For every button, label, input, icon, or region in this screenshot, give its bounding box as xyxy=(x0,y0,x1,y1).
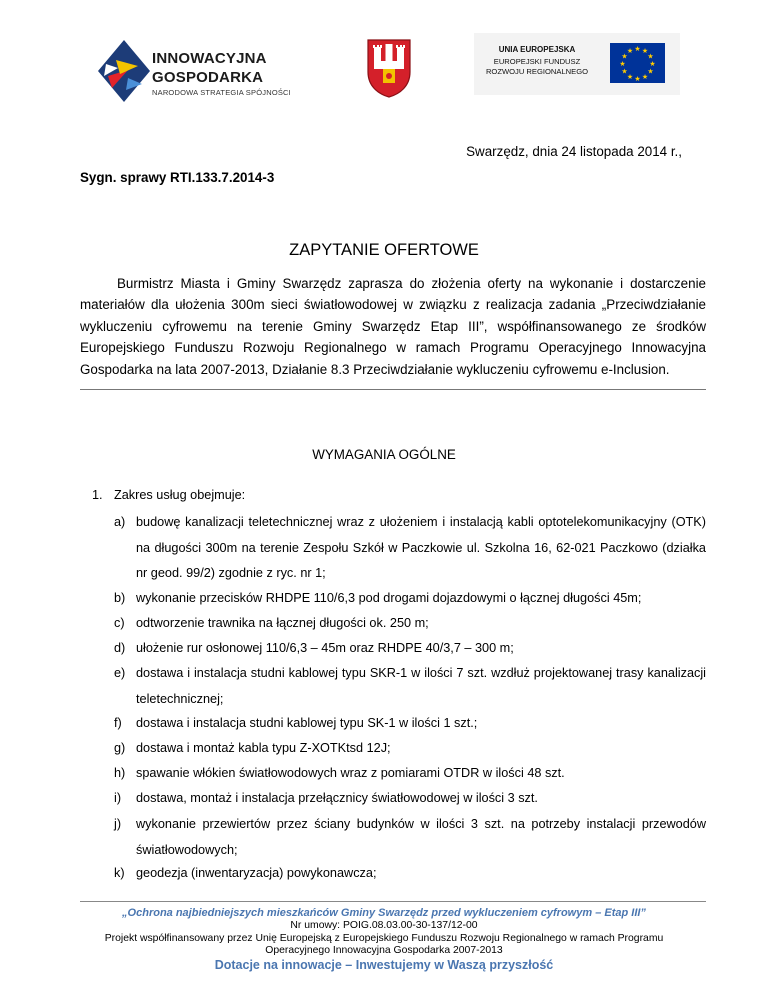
subitem-text: odtworzenie trawnika na łącznej długości ok. 250 m; xyxy=(136,616,429,630)
subitem-letter: h) xyxy=(114,766,126,780)
list-item-number: 1. xyxy=(92,488,103,502)
swarzedz-coat-of-arms xyxy=(366,38,412,98)
subitem-text: geodezja (inwentaryzacja) powykonawcza; xyxy=(136,866,377,880)
subitem-text: dostawa, montaż i instalacja przełącznicy światłowodowej w ilości 3 szt. xyxy=(136,791,538,805)
subitem-text: dostawa i instalacja studni kablowej typu SKR-1 w ilości 7 szt. wzdłuż projektowanej trasy kanalizacji teletechnicznej; xyxy=(136,666,706,706)
svg-text:★: ★ xyxy=(641,73,649,81)
list-item-1 xyxy=(92,488,245,502)
subitem-a xyxy=(114,510,706,587)
subitem-e xyxy=(114,661,706,712)
subitem-k xyxy=(114,861,706,887)
ig-logo-line3: NARODOWA STRATEGIA SPÓJNOŚCI xyxy=(152,88,291,97)
ig-emblem-icon xyxy=(98,40,150,102)
footer-cofinancing-line1: Projekt współfinansowany przez Unię Europejską z Europejskiego Funduszu Rozwoju Regionalnego w ramach Programu xyxy=(104,933,664,944)
subitem-b xyxy=(114,586,706,612)
subitem-letter: i) xyxy=(114,791,122,805)
svg-text:★: ★ xyxy=(621,52,628,61)
list-item-text: Zakres usług obejmuje: xyxy=(114,488,246,502)
intro-paragraph xyxy=(80,273,706,380)
eu-logo-line1: UNIA EUROPEJSKA xyxy=(498,45,576,54)
subitem-letter: g) xyxy=(114,741,126,755)
eu-logo-line3: ROZWOJU REGIONALNEGO xyxy=(485,67,589,76)
subitem-j xyxy=(114,812,706,863)
subitem-h xyxy=(114,761,706,787)
footer-slogan: Dotacje na innowacje – Inwestujemy w Waszą przyszłość xyxy=(214,958,554,972)
date-line: Swarzędz, dnia 24 listopada 2014 r., xyxy=(466,144,682,159)
svg-text:★: ★ xyxy=(634,45,641,53)
subitem-letter: c) xyxy=(114,616,125,630)
subitem-f xyxy=(114,711,706,737)
section-divider xyxy=(80,389,706,390)
svg-text:★: ★ xyxy=(626,47,634,55)
eu-flag-icon xyxy=(610,43,665,83)
footer-contract-number: Nr umowy: POIG.08.03.00-30-137/12-00 xyxy=(290,920,478,931)
subitem-g xyxy=(114,736,706,762)
subitem-letter: k) xyxy=(114,866,125,880)
footer-cofinancing-line2: Operacyjnego Innowacyjna Gospodarka 2007-2013 xyxy=(265,945,503,956)
svg-text:★: ★ xyxy=(641,47,649,55)
footer-project-title: „Ochrona najbiedniejszych mieszkańców Gminy Swarzędz przed wykluczeniem cyfrowym – Etap III” xyxy=(122,907,646,919)
svg-text:★: ★ xyxy=(619,60,626,68)
svg-text:★: ★ xyxy=(621,67,628,76)
subitem-text: wykonanie przewiertów przez ściany budynków w ilości 3 szt. na potrzeby instalacji przewodów światłowodowych; xyxy=(136,817,706,857)
subitem-letter: f) xyxy=(114,716,122,730)
subitem-letter: b) xyxy=(114,591,126,605)
subitem-d xyxy=(114,636,706,662)
subitem-text: ułożenie rur osłonowej 110/6,3 – 45m oraz RHDPE 40/3,7 – 300 m; xyxy=(136,641,514,655)
subitem-letter: e) xyxy=(114,666,126,680)
subitem-text: dostawa i montaż kabla typu Z-XOTKtsd 12J; xyxy=(136,741,391,755)
subitem-c xyxy=(114,611,706,637)
eu-logo xyxy=(474,33,680,95)
document-title: ZAPYTANIE OFERTOWE xyxy=(289,241,479,259)
case-number: Sygn. sprawy RTI.133.7.2014-3 xyxy=(80,170,275,185)
svg-text:★: ★ xyxy=(647,67,654,76)
intro-text: Burmistrz Miasta i Gminy Swarzędz zaprasza do złożenia oferty na wykonanie i dostarczenie materiałów dla ułożenia 300m sieci światłowodowej w związku z realizacja zadania „Przeciwdziałanie wykluczeniu cyfrowemu na terenie Gminy Swarzędz Etap III”, współfinansowanego ze środków Europejskiego Funduszu Rozwoju Regionalnego w ramach Programu Operacyjnego Innowacyjna Gospodarka na lata 2007-2013, Działanie 8.3 Przeciwdziałanie wykluczeniu cyfrowemu e-Inclusion. xyxy=(80,276,706,377)
subitem-letter: d) xyxy=(114,641,126,655)
subitem-letter: j) xyxy=(114,817,122,831)
subitem-i xyxy=(114,786,706,812)
svg-text:★: ★ xyxy=(647,52,654,61)
subitem-letter: a) xyxy=(114,515,126,529)
svg-text:★: ★ xyxy=(634,75,641,83)
subitem-text: spawanie włókien światłowodowych wraz z pomiarami OTDR w ilości 48 szt. xyxy=(136,766,565,780)
ig-logo-line1: INNOWACYJNA xyxy=(152,50,267,67)
svg-text:★: ★ xyxy=(626,73,634,81)
footer-divider xyxy=(80,901,706,902)
subitem-text: budowę kanalizacji teletechnicznej wraz z ułożeniem i instalacją kabli optotelekomunikacyjny (OTK) na długości 300m na terenie Zespołu Szkół w Paczkowie ul. Szkolna 16, 62-021 Paczkowo (działka nr geod. 99/2) zgodnie z ryc. nr 1; xyxy=(136,515,706,580)
innowacyjna-gospodarka-logo xyxy=(98,36,308,106)
coat-of-arms-icon xyxy=(366,38,412,98)
requirements-heading: WYMAGANIA OGÓLNE xyxy=(312,447,456,462)
subitem-text: wykonanie przecisków RHDPE 110/6,3 pod drogami dojazdowymi o łącznej długości 45m; xyxy=(136,591,642,605)
eu-logo-line2: EUROPEJSKI FUNDUSZ xyxy=(493,57,581,66)
svg-text:★: ★ xyxy=(649,60,656,68)
ig-logo-line2: GOSPODARKA xyxy=(152,69,264,86)
subitem-text: dostawa i instalacja studni kablowej typu SK-1 w ilości 1 szt.; xyxy=(136,716,478,730)
